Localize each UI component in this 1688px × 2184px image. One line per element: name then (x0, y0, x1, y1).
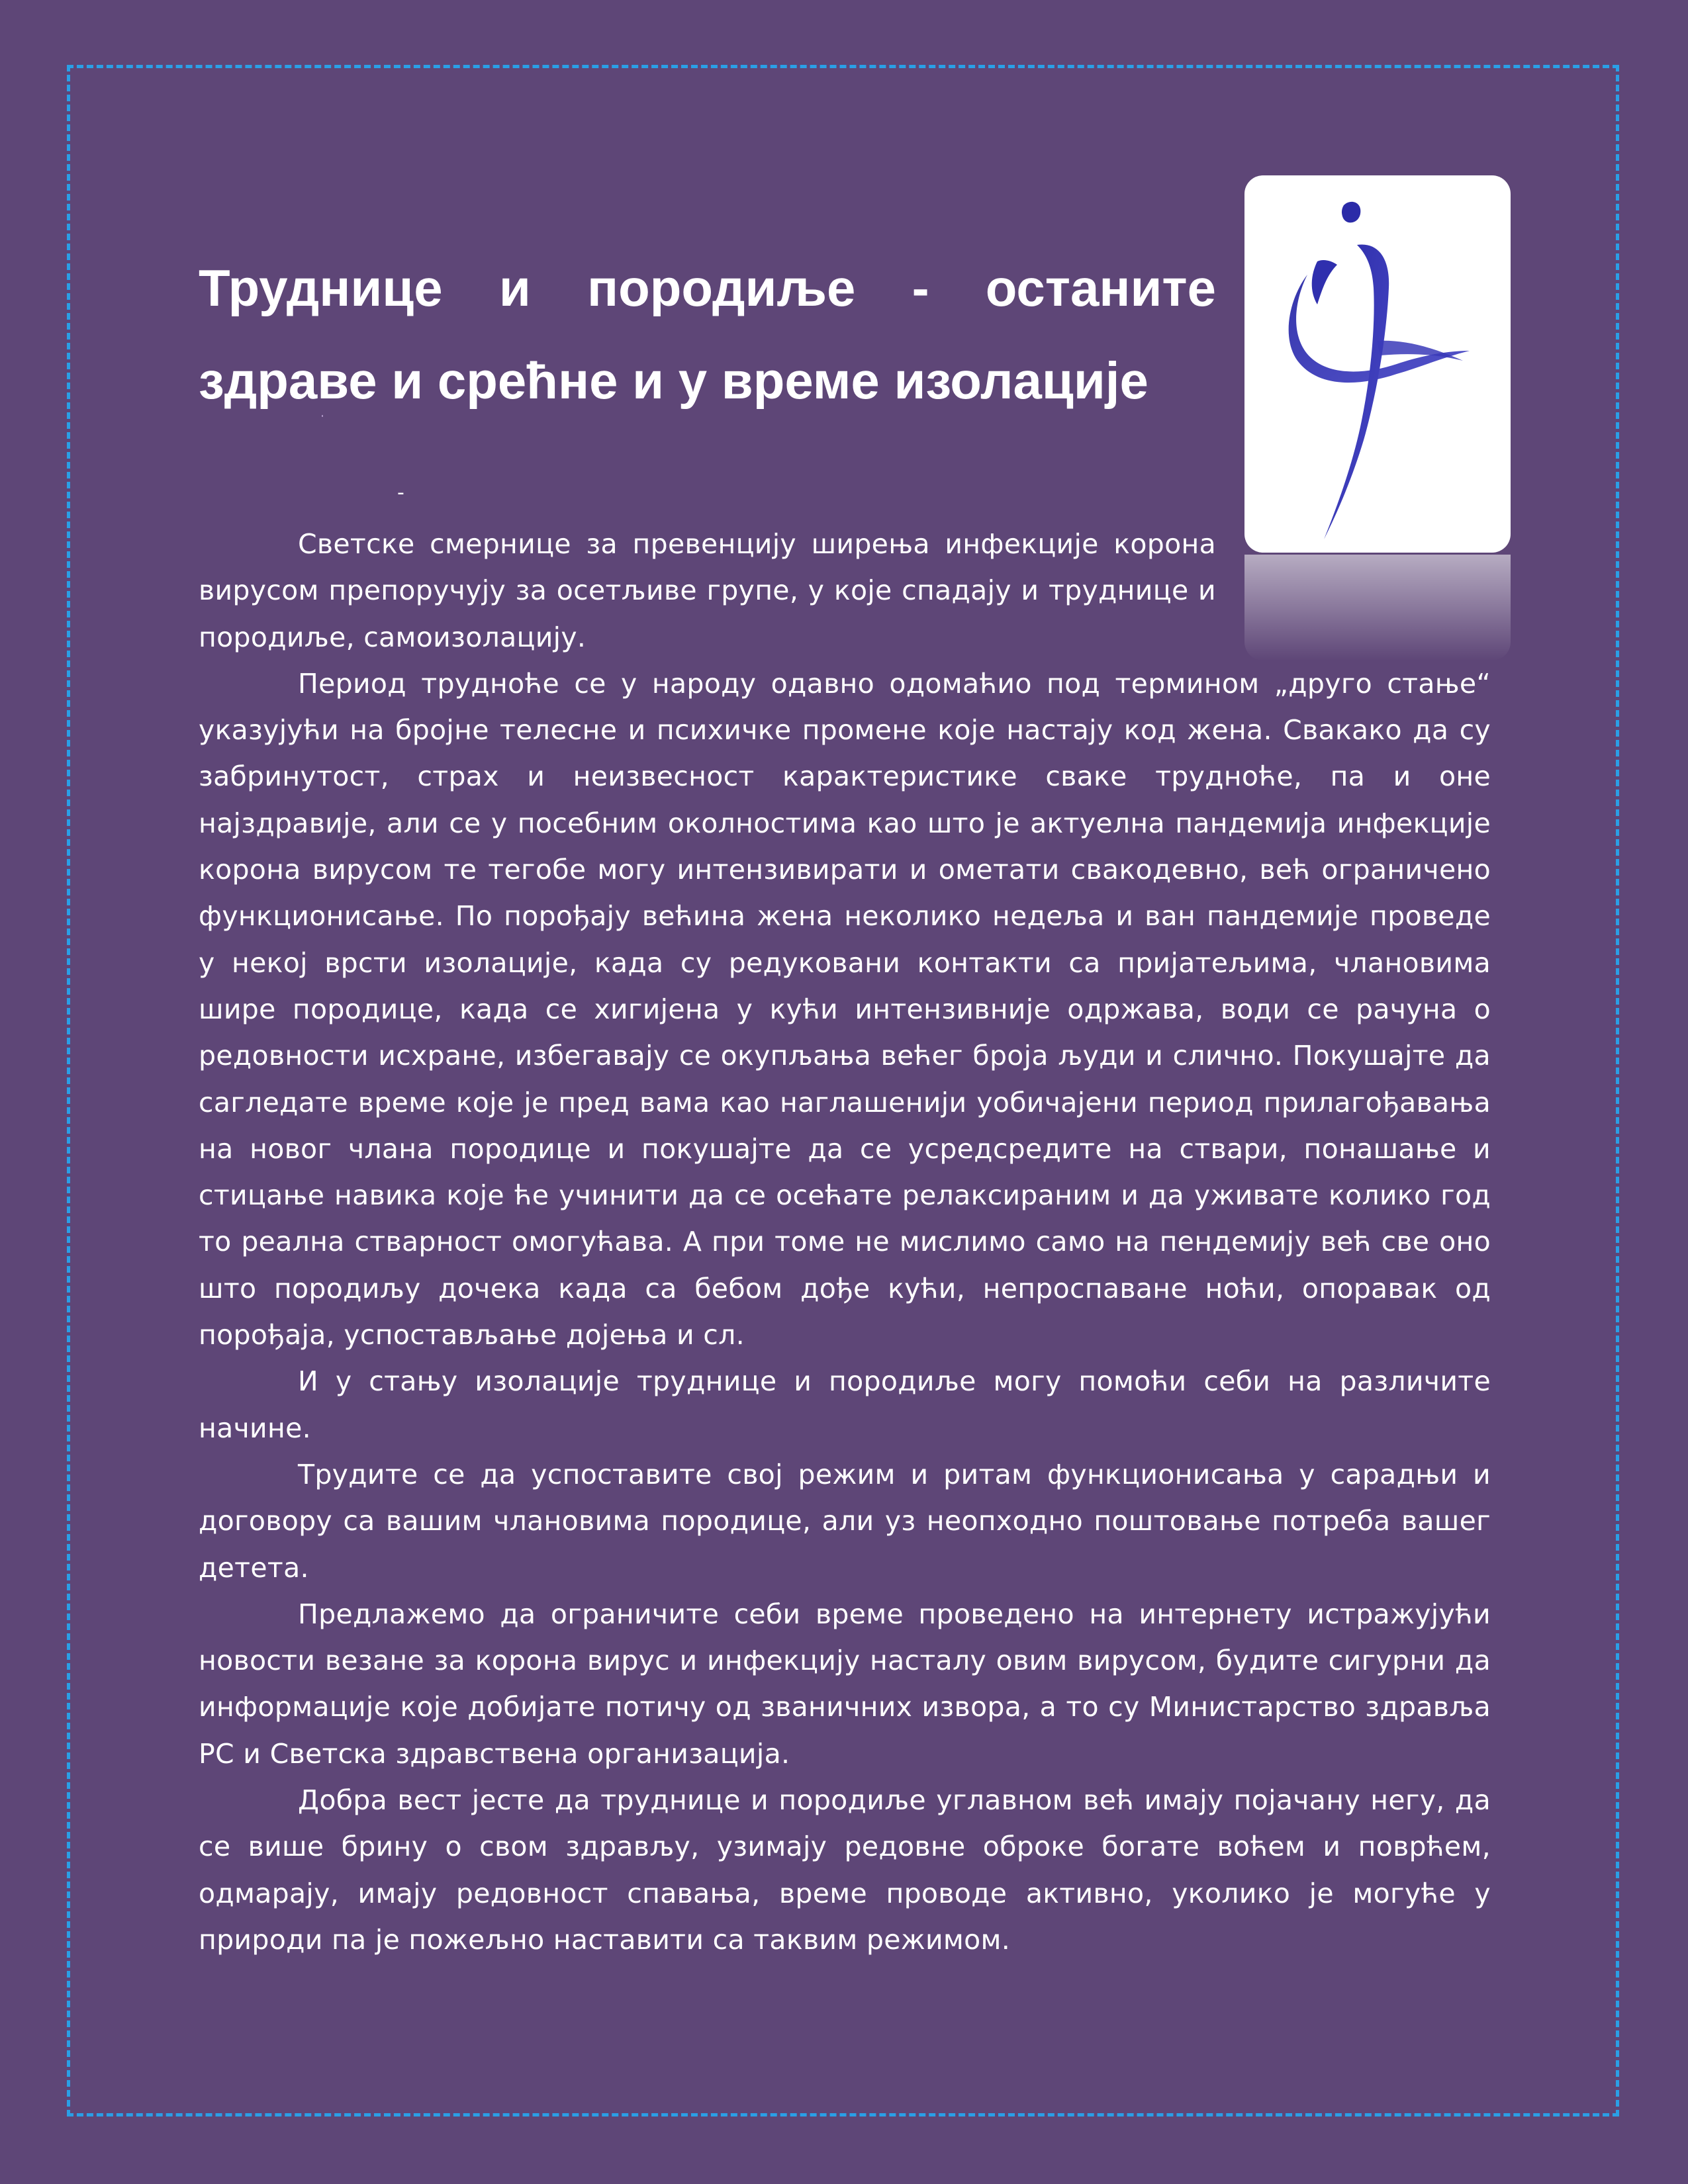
decorative-dot (322, 415, 323, 417)
paragraph: Трудите се да успоставите свој режим и ритам функционисања у сарадњи и договору са вашим члановима породице, али уз неопходно поштовање потреба вашег детета. (199, 1458, 1491, 1584)
article-body (199, 521, 1491, 1963)
separator-dash: - (397, 481, 404, 504)
logo (1244, 175, 1511, 553)
paragraph: Добра вест јесте да труднице и породиље углавном већ имају појачану негу, да се више брину о свом здрављу, узимају редовне оброке богате воћем и поврћем, одмарају, имају редовност спавања, време проводе активно, уколико је могуће у природи па је пожељно наставити са таквим режимом. (199, 1784, 1491, 1956)
paragraph: Светске смернице за превенцију ширења инфекције корона вирусом препоручују за осетљиве групе, у које спадају и труднице и породиље, самоизолацију. (199, 528, 1216, 653)
paragraph: Предлажемо да ограничите себи време проведено на интернету истражујући новости везане за корона вирус и инфекцију насталу овим вирусом, будите сигурни да информације које добијате потичу од званичних извора, а то су Министарство здравља РС и Светска здравствена организација. (199, 1598, 1491, 1770)
brushstroke-figure-icon (1244, 175, 1511, 553)
paragraph: И у стању изолације труднице и породиље могу помоћи себи на различите начине. (199, 1365, 1491, 1444)
paragraph: Период трудноће се у народу одавно одомаћио под термином „друго стање“ указујући на бројне телесне и психичке промене које настају код жена. Свакако да су забринутост, страх и неизвесност карактеристике сваке трудноће, па и оне најздравије, али се у посебним околностима као што је актуелна пандемија инфекције корона вирусом те тегобе могу интензивирати и ометати свакодевно, већ ограничено функционисање. По порођају већина жена неколико недеља и ван пандемије проведе у некој врсти изолације, када су редуковани контакти са пријатељима, члановима шире породице, када се хигијена у кући интензивније одржава, води се рачуна о редовности исхране, избегавају се окупљања већег броја људи и слично. Покушајте да сагледате време које је пред вама као наглашенији уобичајени период прилагођавања на новог члана породице и покушајте да се усредсредите на ствари, понашање и стицање навика које ће учинити да се осећате релаксираним и да уживате колико год то реална стварност омогућава. А при томе не мислимо само на пендемију већ све оно што породиљу дочека када са бебом дође кући, непроспаване ноћи, опоравак од порођаја, успостављање дојења и сл. (199, 667, 1491, 1351)
page-title: Труднице и породиље - останите здраве и срећне и у време изолације (199, 259, 1216, 410)
